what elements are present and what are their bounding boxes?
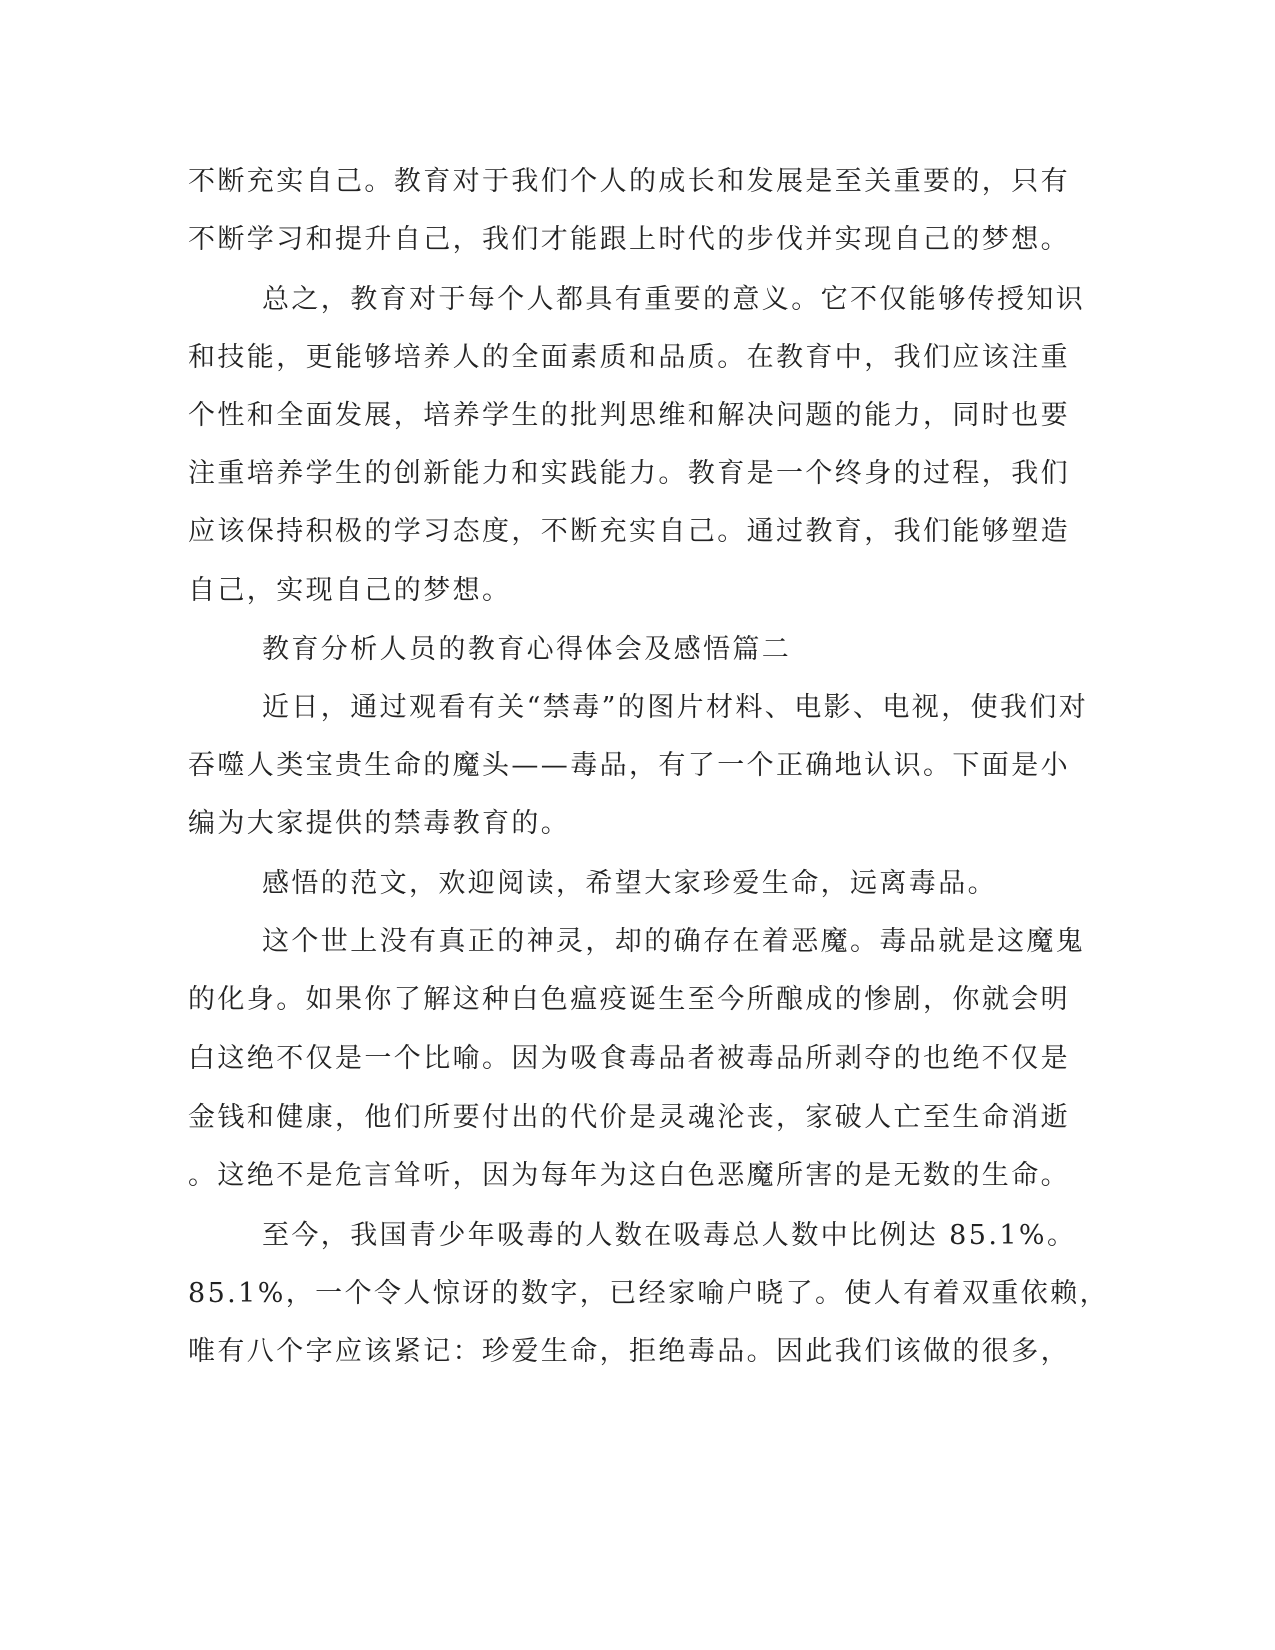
paragraph-first-line: 近日，通过观看有关“禁毒”的图片材料、电影、电视，使我们对 [262, 692, 1089, 723]
text-line: 不断充实自己。教育对于我们个人的成长和发展是至关重要的，只有 [188, 166, 1070, 197]
text-line: 的化身。如果你了解这种白色瘟疫诞生至今所酿成的惨剧，你就会明 [188, 984, 1070, 1015]
text-line: 个性和全面发展，培养学生的批判思维和解决问题的能力，同时也要 [188, 400, 1070, 431]
paragraph-first-line: 总之，教育对于每个人都具有重要的意义。它不仅能够传授知识 [262, 284, 1086, 315]
text-line: 唯有八个字应该紧记：珍爱生命，拒绝毒品。因此我们该做的很多， [188, 1336, 1070, 1367]
text-line: 应该保持积极的学习态度，不断充实自己。通过教育，我们能够塑造 [188, 516, 1070, 547]
text-line: 吞噬人类宝贵生命的魔头——毒品，有了一个正确地认识。下面是小 [188, 750, 1070, 781]
paragraph-first-line: 感悟的范文，欢迎阅读，希望大家珍爱生命，远离毒品。 [262, 868, 997, 899]
text-line: 自己，实现自己的梦想。 [188, 575, 512, 606]
text-line: 和技能，更能够培养人的全面素质和品质。在教育中，我们应该注重 [188, 342, 1070, 373]
text-line: 编为大家提供的禁毒教育的。 [188, 808, 571, 839]
text-line: 85.1%，一个令人惊讶的数字，已经家喻户晓了。使人有着双重依赖， [188, 1278, 1109, 1309]
text-line: 。这绝不是危言耸听，因为每年为这白色恶魔所害的是无数的生命。 [188, 1160, 1070, 1191]
text-line: 不断学习和提升自己，我们才能跟上时代的步伐并实现自己的梦想。 [188, 224, 1070, 255]
paragraph-first-line: 至今，我国青少年吸毒的人数在吸毒总人数中比例达 85.1%。 [262, 1220, 1077, 1251]
section-heading: 教育分析人员的教育心得体会及感悟篇二 [262, 634, 792, 665]
text-line: 白这绝不仅是一个比喻。因为吸食毒品者被毒品所剥夺的也绝不仅是 [188, 1043, 1070, 1074]
text-line: 金钱和健康，他们所要付出的代价是灵魂沦丧，家破人亡至生命消逝 [188, 1102, 1070, 1133]
text-line: 注重培养学生的创新能力和实践能力。教育是一个终身的过程，我们 [188, 458, 1070, 489]
paragraph-first-line: 这个世上没有真正的神灵，却的确存在着恶魔。毒品就是这魔鬼 [262, 926, 1086, 957]
